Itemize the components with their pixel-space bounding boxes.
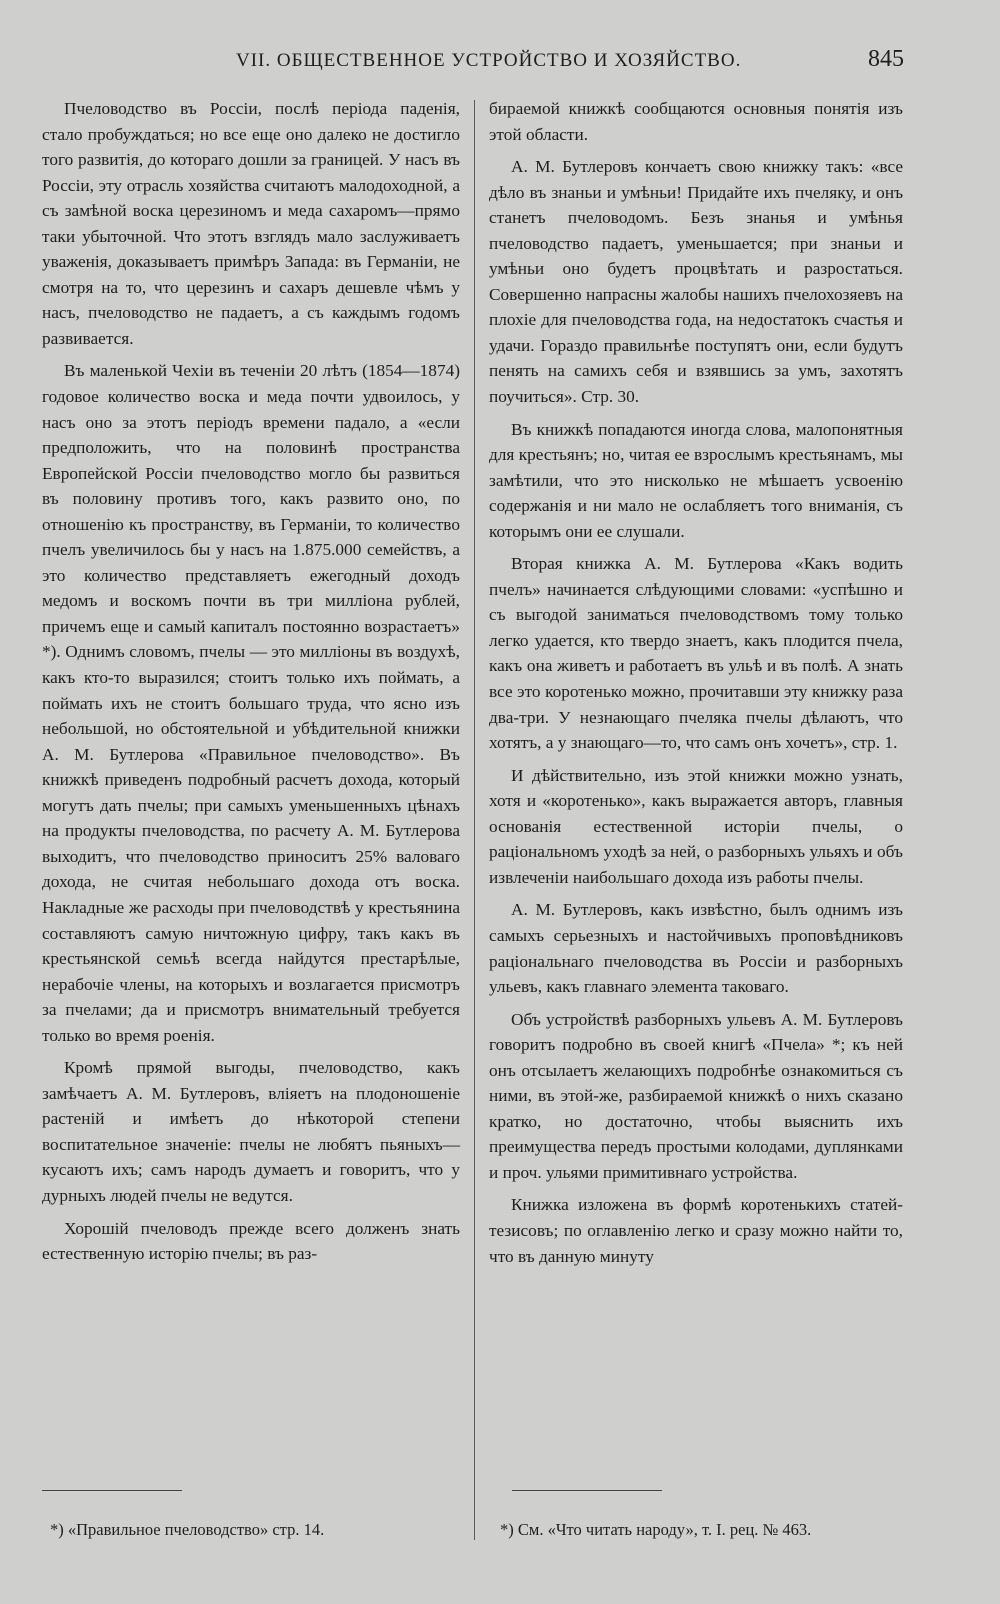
paragraph: Въ книжкѣ попадаются иногда слова, малопонятныя для крестьянъ; но, читая ее взрослымъ крестьянамъ, мы замѣтили, что это нисколько не мѣшаетъ усвоенію содержанія и ни мало не ослабляетъ того вниманія, съ которымъ они ее слушали. [489, 419, 903, 541]
paragraph: Книжка изложена въ формѣ коротенькихъ статей-тезисовъ; по оглавленію легко и сразу можно найти то, что въ данную минуту [489, 1195, 903, 1266]
page-number: 845 [868, 46, 904, 72]
paragraph: Объ устройствѣ разборныхъ ульевъ А. М. Бутлеровъ говоритъ подробно въ своей книгѣ «Пчела» *; къ ней онъ отсылаетъ желающихъ подробнѣе ознакомиться съ ними, въ этой-же, разбираемой книжкѣ о нихъ сказано кратко, но достаточно, чтобы выяснить ихъ преимущества передъ простыми колодами, дуплянками и проч. ульями примитивнаго устройства. [489, 1009, 903, 1182]
left-column [42, 96, 460, 1274]
paragraph: И дѣйствительно, изъ этой книжки можно узнать, хотя и «коротенько», какъ выражается авторъ, главныя основанія естественной исторіи пчелы, о раціональномъ уходѣ за ней, о разборныхъ ульяхъ и объ извлеченіи наибольшаго дохода изъ работы пчелы. [489, 765, 903, 887]
paragraph: А. М. Бутлеровъ кончаетъ свою книжку такъ: «все дѣло въ знаньи и умѣньи! Придайте ихъ пчеляку, и онъ станетъ пчеловодомъ. Безъ знанья и умѣнья пчеловодство падаетъ, уменьшается; при знаньи и умѣньи оно будетъ процвѣтать и разростаться. Совершенно напрасны жалобы нашихъ пчелохозяевъ на плохіе для пчеловодства года, на недостатокъ счастья и удачи. Гораздо правильнѣе поступятъ они, если будутъ пенять на самихъ себя и взявшись за умъ, захотятъ поучиться». Стр. 30. [489, 157, 903, 407]
footnote-rule-left [42, 1490, 182, 1491]
footnote-left: *) «Правильное пчеловодство» стр. 14. [50, 1520, 325, 1539]
running-header [0, 46, 1000, 78]
footnote-rule-right [512, 1490, 662, 1491]
paragraph: Пчеловодство въ Россіи, послѣ періода паденія, стало пробуждаться; но все еще оно далеко не достигло того развитія, до котораго дошли за границей. У насъ въ Россіи, эту отрасль хозяйства считаютъ малодоходной, а съ замѣной воска церезиномъ и меда сахаромъ—прямо таки убыточной. Что этотъ взглядъ мало заслуживаетъ уваженія, доказываетъ примѣръ Запада: въ Германіи, не смотря на то, что церезинъ и сахаръ дешевле чѣмъ у насъ, пчеловодство не падаетъ, а съ каждымъ годомъ развивается. [42, 99, 460, 348]
right-column [489, 96, 903, 1276]
paragraph: Въ маленькой Чехіи въ теченіи 20 лѣтъ (1854—1874) годовое количество воска и меда почти удвоилось, у насъ оно за этотъ періодъ времени падало, а «если предположить, что на половинѣ пространства Европейской Россіи пчеловодство могло бы развиться въ половину противъ того, какъ развито оно, по отношенію къ пространству, въ Германіи, то количество пчелъ увеличилось бы у насъ на 1.875.000 семействъ, а это количество представляетъ ежегодный доходъ медомъ и воскомъ почти въ три милліона рублей, причемъ еще и самый капиталъ постоянно возрастаетъ» *). Однимъ словомъ, пчелы — это милліоны въ воздухѣ, какъ кто-то выразился; стоитъ только ихъ поймать, а поймать ихъ не стоитъ большаго труда, что ясно изъ небольшой, но обстоятельной и убѣдительной книжки А. М. Бутлерова «Правильное пчеловодство». Въ книжкѣ приведенъ подробный расчетъ дохода, который могутъ дать пчелы; при самыхъ уменьшенныхъ цѣнахъ на продукты пчеловодства, по расчету А. М. Бутлерова выходитъ, что пчеловодство приноситъ 25% валоваго дохода, не считая небольшаго дохода отъ воска. Накладные же расходы при пчеловодствѣ у крестьянина составляютъ самую ничтожную цифру, такъ какъ въ крестьянской семьѣ всегда найдутся престарѣлые, нерабочіе члены, на которыхъ и возлагается присмотръ за пчелами; да и присмотръ внимательный требуется только во время роенія. [42, 361, 460, 1045]
paragraph: Хорошій пчеловодъ прежде всего долженъ знать естественную исторію пчелы; въ раз- [42, 1218, 460, 1264]
paragraph: Кромѣ прямой выгоды, пчеловодство, какъ замѣчаетъ А. М. Бутлеровъ, вліяетъ на плодоношеніе растеній и имѣетъ до нѣкоторой степени воспитательное значеніе: пчелы не любятъ пьяныхъ—кусаютъ ихъ; самъ народъ думаетъ и говоритъ, что у дурныхъ людей пчелы не ведутся. [42, 1058, 460, 1205]
paragraph: бираемой книжкѣ сообщаются основныя понятія изъ этой области. [489, 99, 903, 144]
footnote-right: *) См. «Что читать народу», т. I. рец. № 463. [500, 1520, 812, 1539]
paragraph: Вторая книжка А. М. Бутлерова «Какъ водить пчелъ» начинается слѣдующими словами: «успѣшно и съ выгодой заниматься пчеловодствомъ тому только легко удается, кто твердо знаетъ, какъ плодится пчела, какъ она живетъ и работаетъ въ ульѣ и въ полѣ. А знать все это коротенько можно, прочитавши эту книжку раза два-три. У незнающаго пчеляка пчелы дѣлаютъ, что хотятъ, а у знающаго—то, что самъ онъ хочетъ», стр. 1. [489, 554, 903, 753]
column-divider [474, 100, 475, 1540]
section-title: VII. ОБЩЕСТВЕННОЕ УСТРОЙСТВО И ХОЗЯЙСТВО. [236, 50, 742, 71]
paragraph: А. М. Бутлеровъ, какъ извѣстно, былъ однимъ изъ самыхъ серьезныхъ и настойчивыхъ проповѣдниковъ раціональнаго пчеловодства въ Россіи и разборныхъ ульевъ, какъ главнаго элемента таковаго. [489, 900, 903, 997]
